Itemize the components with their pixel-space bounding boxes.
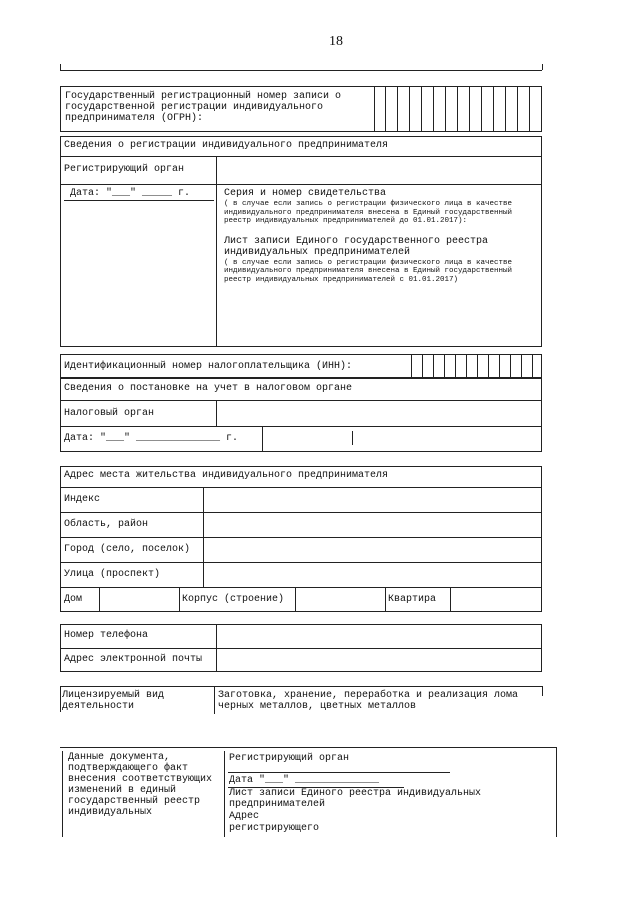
inn-label: Идентификационный номер налогоплательщика (ИНН): xyxy=(64,361,353,372)
registration-authority-label: Регистрирующий орган xyxy=(64,164,185,175)
certificate-title: Серия и номер свидетельства xyxy=(224,188,387,199)
tax-date-label[interactable]: Дата: "___" ______________ г. xyxy=(64,433,239,444)
house-field[interactable] xyxy=(100,588,178,611)
street-label: Улица (проспект) xyxy=(64,569,161,580)
ogrn-cells[interactable] xyxy=(385,87,541,131)
registration-title: Сведения о регистрации индивидуального предпринимателя xyxy=(64,140,389,151)
change-authority-label: Регистрирующий орган xyxy=(229,753,350,764)
city-field[interactable] xyxy=(204,538,540,562)
phone-field[interactable] xyxy=(217,625,541,647)
building-label: Корпус (строение) xyxy=(182,594,285,605)
egrip-sheet-title: Лист записи Единого государственного реестра индивидуальных предпринимателей xyxy=(224,235,489,258)
phone-label: Номер телефона xyxy=(64,630,149,641)
apartment-field[interactable] xyxy=(451,588,541,611)
tax-authority-field[interactable] xyxy=(217,401,541,425)
registration-authority-field[interactable] xyxy=(217,157,541,183)
change-authority-short: регистрирующего xyxy=(229,823,320,834)
city-label: Город (село, поселок) xyxy=(64,544,191,555)
certificate-note: ( в случае если запись о регистрации физического лица в качестве индивидуального предпринимателя внесена в Единый государственный реестр индивидуальных предпринимателей до 01.01.2017): xyxy=(224,200,513,225)
house-label: Дом xyxy=(64,594,83,605)
email-field[interactable] xyxy=(217,649,541,671)
change-sheet-label: Лист записи Единого реестра индивидуальных предпринимателей xyxy=(229,788,482,810)
index-label: Индекс xyxy=(64,494,101,505)
egrip-sheet-note: ( в случае если запись о регистрации физического лица в качестве индивидуального предпринимателя внесена в Единый государственный реестр индивидуальных предпринимателей с 01.01.2017) xyxy=(224,258,513,284)
page-number: 18 xyxy=(329,34,343,49)
registration-date-label[interactable]: Дата: "___" _____ г. xyxy=(70,188,191,199)
ogrn-row xyxy=(60,86,542,132)
change-doc-label: Данные документа, подтверждающего факт внесения соответствующих изменений в единый государственный реестр индивидуальных xyxy=(68,752,213,818)
region-field[interactable] xyxy=(204,513,540,537)
tax-title: Сведения о постановке на учет в налоговом органе xyxy=(64,383,353,394)
license-label: Лицензируемый вид деятельности xyxy=(62,690,165,712)
building-field[interactable] xyxy=(296,588,384,611)
apartment-label: Квартира xyxy=(388,594,437,605)
email-label: Адрес электронной почты xyxy=(64,654,203,665)
license-value: Заготовка, хранение, переработка и реализация лома черных металлов, цветных металлов xyxy=(218,690,519,712)
change-date-label[interactable]: Дата "___" ______________ xyxy=(229,775,380,786)
tax-authority-label: Налоговый орган xyxy=(64,408,155,419)
inn-row xyxy=(60,354,542,378)
region-label: Область, район xyxy=(64,519,149,530)
certificate-info xyxy=(224,188,536,284)
street-field[interactable] xyxy=(204,563,540,587)
inn-cells[interactable] xyxy=(411,355,543,377)
address-title: Адрес места жительства индивидуального предпринимателя xyxy=(64,470,389,481)
ogrn-label: Государственный регистрационный номер записи о государственной регистрации индивидуального предпринимателя (ОГРН): xyxy=(65,91,342,124)
change-address-label: Адрес xyxy=(229,811,260,822)
index-field[interactable] xyxy=(204,488,540,512)
